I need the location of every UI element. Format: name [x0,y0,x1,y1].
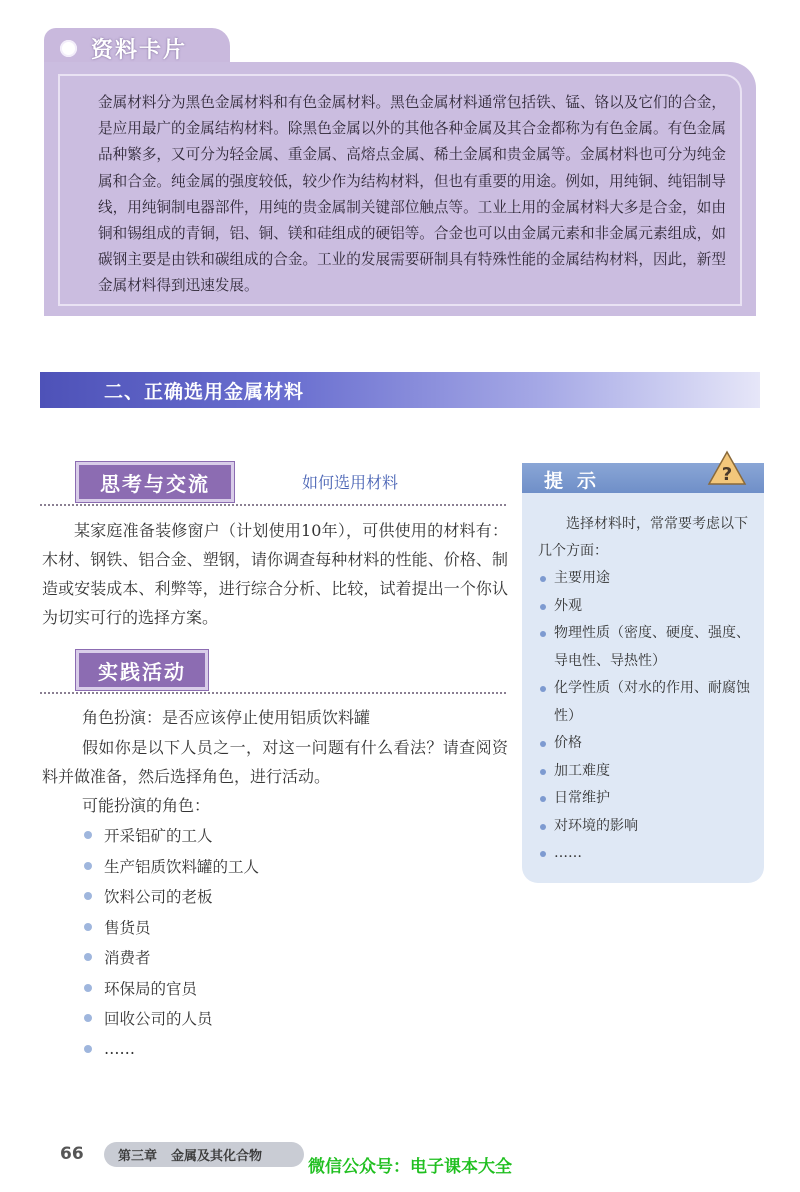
watermark: 微信公众号：电子课本大全 [308,1157,512,1177]
bullet-icon [84,953,92,961]
list-item: 开采铝矿的工人 [84,820,259,851]
practice-heading: 角色扮演：是否应该停止使用铝质饮料罐 [82,708,371,727]
bullet-icon [84,892,92,900]
list-item: 生产铝质饮料罐的工人 [84,851,259,882]
hint-title: 提示 [544,470,611,492]
bullet-icon [84,1014,92,1022]
svg-text:?: ? [721,464,733,485]
practice-text: 假如你是以下人员之一，对这一问题有什么看法？请查阅资料并做准备，然后选择角色，进行活动。 [42,738,508,786]
list-item: 化学性质（对水的作用、耐腐蚀性） [540,675,758,730]
roles-label: 可能扮演的角色： [82,796,211,815]
list-item: 售货员 [84,912,259,943]
bullet-icon [540,686,546,692]
bullet-icon [540,851,546,857]
hint-list [540,565,758,868]
chapter-label [104,1142,304,1167]
bullet-icon [84,1045,92,1053]
think-badge: 思考与交流 [76,462,234,502]
list-item: 外观 [540,593,758,621]
card-title: 资料卡片 [91,37,188,63]
page-number: 66 [60,1144,84,1164]
practice-badge: 实践活动 [76,650,208,690]
bullet-icon [84,923,92,931]
bullet-icon [84,831,92,839]
list-item: 对环境的影响 [540,813,758,841]
list-item: 日常维护 [540,785,758,813]
list-item: 饮料公司的老板 [84,881,259,912]
think-subtitle: 如何选用材料 [302,473,399,492]
bullet-icon [540,769,546,775]
bullet-icon [540,576,546,582]
bullet-icon [540,741,546,747]
hint-intro: 选择材料时，常常要考虑以下几个方面： [538,516,748,559]
think-text: 某家庭准备装修窗户（计划使用10年），可供使用的材料有：木材、钢铁、铝合金、塑钢，请你调查每种材料的性能、价格、制造或安装成本、利弊等，进行综合分析、比较，试着提出一个你认为切实可行的选择方案。 [42,521,508,627]
warning-question-icon [707,450,747,486]
list-item: 环保局的官员 [84,973,259,1004]
bullet-icon [84,862,92,870]
list-item: 回收公司的人员 [84,1003,259,1034]
section-header [40,372,760,408]
hint-box [522,463,764,883]
card-text: 金属材料分为黑色金属材料和有色金属材料。黑色金属材料通常包括铁、锰、铬以及它们的合金，是应用最广的金属结构材料。除黑色金属以外的其他各种金属及其合金都称为有色金属。有色金属品种繁多，又可分为轻金属、重金属、高熔点金属、稀土金属和贵金属等。金属材料也可分为纯金属和合金。纯金属的强度较低，较少作为结构材料，但也有重要的用途。例如，用纯铜、纯铝制导线，用纯铜制电器部件，用纯的贵金属制关键部位触点等。工业上用的金属材料大多是合金，如由铜和锡组成的青铜，铝、铜、镁和硅组成的硬铝等。合金也可以由金属元素和非金属元素组成，如碳钢主要是由铁和碳组成的合金。工业的发展需要研制具有特殊性能的金属结构材料，因此，新型金属材料得到迅速发展。 [58,74,742,306]
list-item: 主要用途 [540,565,758,593]
bullet-icon [84,984,92,992]
list-item: 加工难度 [540,758,758,786]
divider [40,504,506,506]
section-title: 二、正确选用金属材料 [104,380,305,403]
bullet-icon [540,631,546,637]
bullet-icon [540,604,546,610]
bullet-icon [540,796,546,802]
list-item: …… [84,1034,259,1065]
divider [40,692,506,694]
chapter-title: 金属及其化合物 [171,1149,263,1164]
bullet-dot-icon [60,40,77,57]
info-card [44,62,756,316]
list-item: 消费者 [84,942,259,973]
list-item: 价格 [540,730,758,758]
list-item: …… [540,840,758,868]
role-list [84,820,259,1064]
list-item: 物理性质（密度、硬度、强度、导电性、导热性） [540,620,758,675]
bullet-icon [540,824,546,830]
chapter-number: 第三章 [118,1149,158,1164]
